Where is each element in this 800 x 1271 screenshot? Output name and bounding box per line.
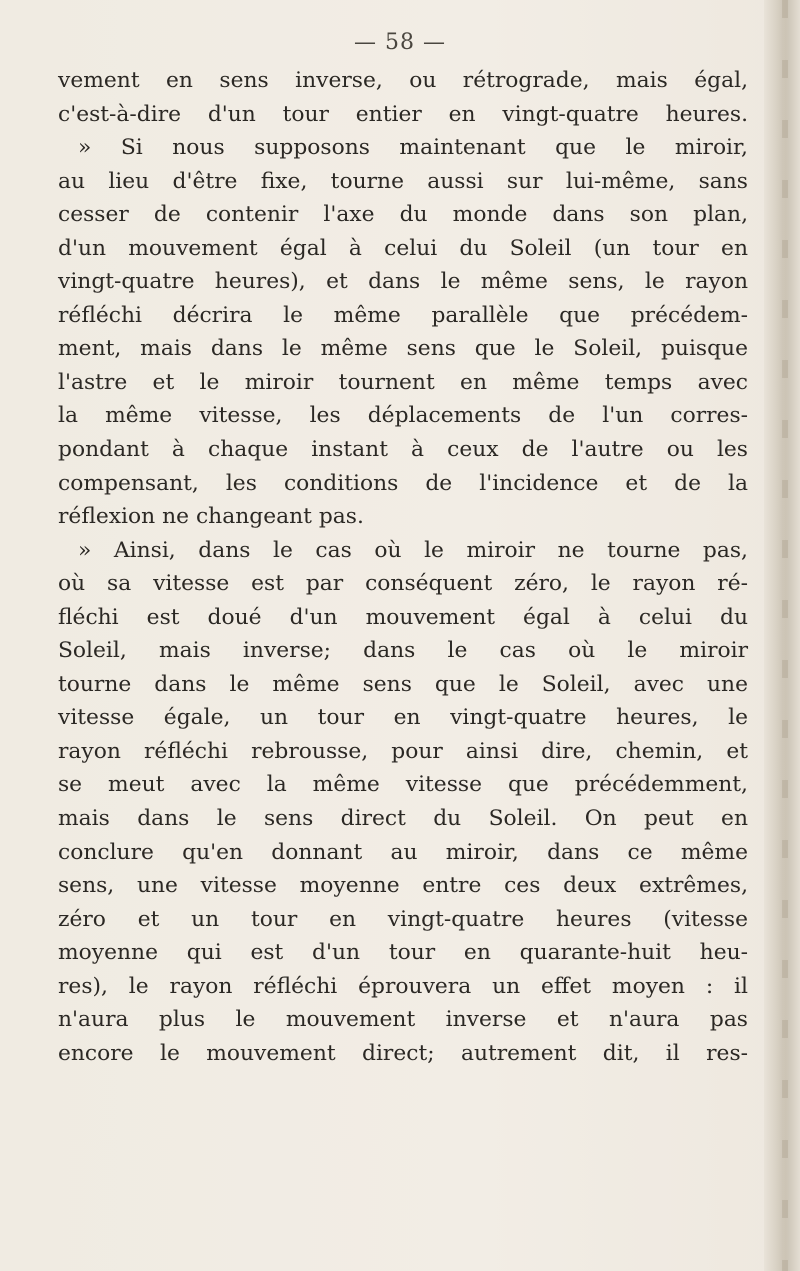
text-line: cesser de contenir l'axe du monde dans son plan, (58, 202, 748, 228)
text-line: d'un mouvement égal à celui du Soleil (un tour en (58, 235, 748, 261)
text-line: pondant à chaque instant à ceux de l'autre ou les (58, 437, 748, 463)
text-line: se meut avec la même vitesse que précédemment, (58, 772, 748, 798)
text-line: vement en sens inverse, ou rétrograde, mais égal, (58, 68, 748, 93)
text-line: mais dans le sens direct du Soleil. On peut en (58, 806, 748, 832)
text-line: tourne dans le même sens que le Soleil, avec une (58, 671, 748, 697)
text-line: réfléchi décrira le même parallèle que précédem- (58, 302, 748, 328)
text-line: compensant, les conditions de l'incidence et de la (58, 470, 748, 496)
text-line: moyenne qui est d'un tour en quarante-huit heu- (58, 940, 748, 966)
page-number-header: — 58 — (354, 30, 446, 55)
page-binding-edge (764, 0, 800, 1271)
text-line: vingt-quatre heures), et dans le même sens, le rayon (58, 269, 748, 295)
binding-shadow (782, 0, 788, 1271)
text-line: la même vitesse, les déplacements de l'un corres- (58, 403, 748, 429)
text-line: » Si nous supposons maintenant que le miroir, (78, 135, 748, 161)
text-line: zéro et un tour en vingt-quatre heures (vitesse (58, 906, 748, 932)
text-line: encore le mouvement direct; autrement dit, il res- (58, 1040, 748, 1066)
text-line: l'astre et le miroir tournent en même temps avec (58, 369, 748, 395)
text-line: fléchi est doué d'un mouvement égal à celui du (58, 604, 748, 630)
text-line: » Ainsi, dans le cas où le miroir ne tourne pas, (78, 537, 748, 563)
body-text (58, 64, 748, 1070)
text-line: réflexion ne changeant pas. (58, 504, 364, 530)
text-line: au lieu d'être fixe, tourne aussi sur lui-même, sans (58, 168, 748, 194)
text-line: ment, mais dans le même sens que le Soleil, puisque (58, 336, 748, 362)
text-line: n'aura plus le mouvement inverse et n'aura pas (58, 1007, 748, 1033)
text-line: c'est-à-dire d'un tour entier en vingt-quatre heures. (58, 101, 748, 127)
text-line: sens, une vitesse moyenne entre ces deux extrêmes, (58, 873, 748, 899)
text-line: res), le rayon réfléchi éprouvera un effet moyen : il (58, 973, 748, 999)
text-line: où sa vitesse est par conséquent zéro, le rayon ré- (58, 571, 748, 597)
text-line: Soleil, mais inverse; dans le cas où le miroir (58, 638, 748, 664)
text-line: vitesse égale, un tour en vingt-quatre heures, le (58, 705, 748, 731)
text-line: rayon réfléchi rebrousse, pour ainsi dire, chemin, et (58, 738, 748, 764)
text-line: conclure qu'en donnant au miroir, dans ce même (58, 839, 748, 865)
